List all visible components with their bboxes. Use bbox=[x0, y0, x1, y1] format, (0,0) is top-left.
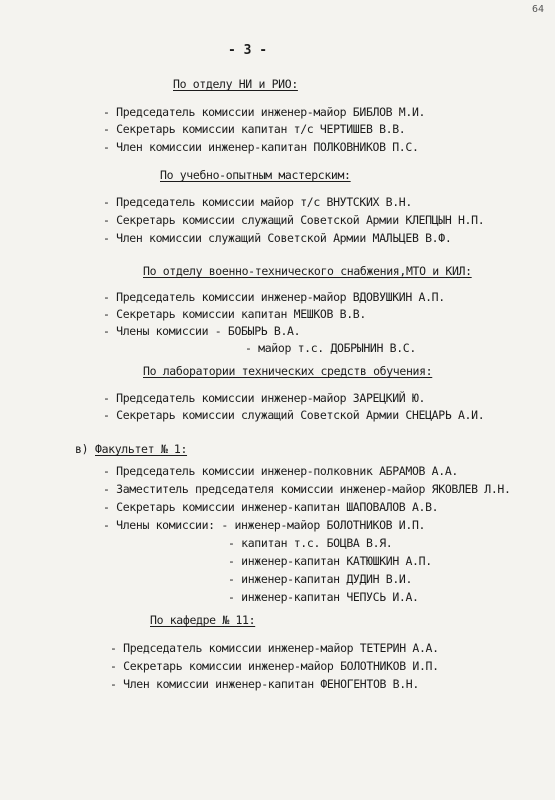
list-item: - майор т.с. ДОБРЫНИН В.С. bbox=[245, 341, 416, 355]
list-item: - капитан т.с. БОЦВА В.Я. bbox=[228, 536, 393, 550]
list-item: - Секретарь комиссии служащий Советской Армии СНЕЦАРЬ А.И. bbox=[103, 408, 485, 422]
list-item: - Члены комиссии - БОБЫРЬ В.А. bbox=[103, 324, 301, 338]
list-item: - инженер-капитан ЧЕПУСЬ И.А. bbox=[228, 590, 419, 604]
list-item: - Председатель комиссии инженер-майор ЗАРЕЦКИЙ Ю. bbox=[103, 391, 426, 405]
list-item: - инженер-капитан ДУДИН В.И. bbox=[228, 572, 413, 586]
section-heading: Факультет № 1: bbox=[95, 442, 188, 456]
list-item: - Секретарь комиссии капитан МЕШКОВ В.В. bbox=[103, 307, 366, 321]
list-item: - Член комиссии инженер-капитан ПОЛКОВНИКОВ П.С. bbox=[103, 140, 419, 154]
section-heading: По кафедре № 11: bbox=[150, 613, 256, 627]
page-number: - 3 - bbox=[228, 43, 268, 58]
list-item: - Члены комиссии: - инженер-майор БОЛОТНИКОВ И.П. bbox=[103, 518, 426, 532]
list-item: - Председатель комиссии инженер-полковник АБРАМОВ А.А. bbox=[103, 464, 458, 478]
section-prefix: в) bbox=[75, 442, 89, 456]
list-item: - Председатель комиссии майор т/с ВНУТСКИХ В.Н. bbox=[103, 195, 412, 209]
list-item: - Член комиссии служащий Советской Армии МАЛЬЦЕВ В.Ф. bbox=[103, 231, 452, 245]
list-item: - инженер-капитан КАТЮШКИН А.П. bbox=[228, 554, 432, 568]
list-item: - Секретарь комиссии инженер-майор БОЛОТНИКОВ И.П. bbox=[110, 659, 439, 673]
section-heading: По лаборатории технических средств обучения: bbox=[143, 364, 433, 378]
list-item: - Секретарь комиссии капитан т/с ЧЕРТИШЕВ В.В. bbox=[103, 122, 406, 136]
list-item: - Председатель комиссии инженер-майор ВДОВУШКИН А.П. bbox=[103, 290, 445, 304]
list-item: - Заместитель председателя комиссии инженер-майор ЯКОВЛЕВ Л.Н. bbox=[103, 482, 511, 496]
archive-page-mark: 64 bbox=[532, 4, 545, 15]
list-item: - Секретарь комиссии служащий Советской Армии КЛЕПЦЫН Н.П. bbox=[103, 213, 485, 227]
section-heading: По отделу НИ и РИО: bbox=[173, 77, 298, 91]
list-item: - Член комиссии инженер-капитан ФЕНОГЕНТОВ В.Н. bbox=[110, 677, 419, 691]
list-item: - Председатель комиссии инженер-майор ТЕТЕРИН А.А. bbox=[110, 641, 439, 655]
section-heading: По учебно-опытным мастерским: bbox=[160, 168, 351, 182]
section-heading: По отделу военно-технического снабжения,МТО и КИЛ: bbox=[143, 264, 472, 278]
list-item: - Председатель комиссии инженер-майор БИБЛОВ М.И. bbox=[103, 105, 426, 119]
list-item: - Секретарь комиссии инженер-капитан ШАПОВАЛОВ А.В. bbox=[103, 500, 439, 514]
